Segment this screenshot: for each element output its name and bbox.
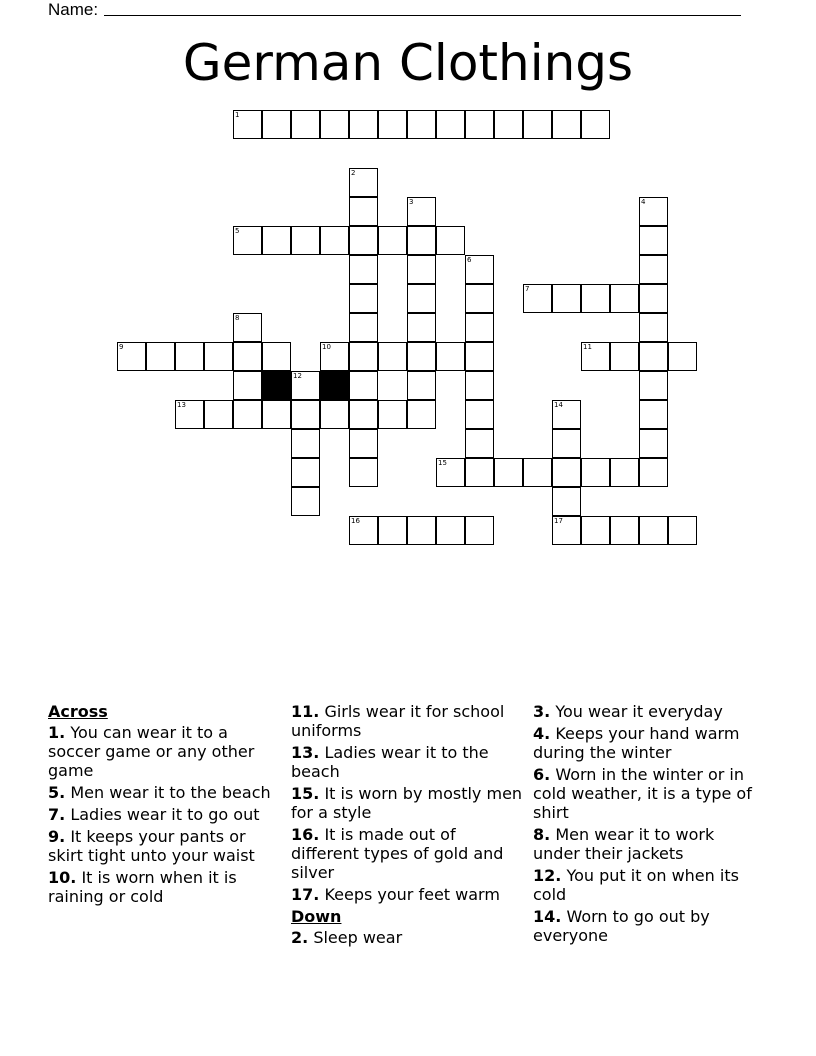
- name-label: Name:: [48, 0, 99, 19]
- answer-cell[interactable]: [233, 342, 262, 371]
- answer-cell[interactable]: [349, 516, 378, 545]
- answer-cell[interactable]: [552, 400, 581, 429]
- clue-number-label: 3.: [533, 702, 551, 721]
- across-clue: [48, 868, 280, 906]
- answer-cell[interactable]: [291, 400, 320, 429]
- answer-cell[interactable]: [465, 284, 494, 313]
- answer-cell[interactable]: [465, 110, 494, 139]
- clue-number-label: 11.: [291, 702, 320, 721]
- answer-cell[interactable]: [204, 400, 233, 429]
- answer-cell[interactable]: [407, 284, 436, 313]
- clues-column-1: [48, 702, 280, 909]
- answer-cell[interactable]: [146, 342, 175, 371]
- answer-cell[interactable]: [175, 342, 204, 371]
- clue-text: Ladies wear it to the beach: [291, 743, 489, 781]
- answer-cell[interactable]: [407, 400, 436, 429]
- down-clue: [533, 907, 765, 945]
- answer-cell[interactable]: [378, 516, 407, 545]
- answer-cell[interactable]: [639, 371, 668, 400]
- answer-cell[interactable]: [407, 255, 436, 284]
- answer-cell[interactable]: [581, 284, 610, 313]
- answer-cell[interactable]: [262, 226, 291, 255]
- across-clue: [291, 702, 523, 740]
- answer-cell[interactable]: [436, 226, 465, 255]
- clue-text: It is made out of different types of gold and silver: [291, 825, 504, 882]
- answer-cell[interactable]: [349, 400, 378, 429]
- answer-cell[interactable]: [465, 516, 494, 545]
- clue-text: Men wear it to the beach: [70, 783, 271, 802]
- clue-number: 16: [351, 517, 360, 525]
- clue-text: Ladies wear it to go out: [70, 805, 260, 824]
- across-clue: [48, 805, 280, 824]
- clue-number: 17: [554, 517, 563, 525]
- clue-number: 3: [409, 198, 414, 206]
- answer-cell[interactable]: [349, 255, 378, 284]
- answer-cell[interactable]: [291, 458, 320, 487]
- answer-cell[interactable]: [349, 313, 378, 342]
- answer-cell[interactable]: [349, 458, 378, 487]
- answer-cell[interactable]: [610, 458, 639, 487]
- answer-cell[interactable]: [291, 371, 320, 400]
- answer-cell[interactable]: [523, 110, 552, 139]
- clue-text: Sleep wear: [313, 928, 403, 947]
- clue-number: 2: [351, 169, 356, 177]
- answer-cell[interactable]: [291, 226, 320, 255]
- answer-cell[interactable]: [349, 110, 378, 139]
- answer-cell[interactable]: [552, 110, 581, 139]
- clue-text: It is worn when it is raining or cold: [48, 868, 237, 906]
- clue-number-label: 17.: [291, 885, 320, 904]
- answer-cell[interactable]: [262, 110, 291, 139]
- answer-cell[interactable]: [639, 400, 668, 429]
- answer-cell[interactable]: [465, 342, 494, 371]
- down-heading: Down: [291, 907, 342, 926]
- across-clue: [291, 885, 523, 904]
- answer-cell[interactable]: [639, 516, 668, 545]
- clue-number: 14: [554, 401, 563, 409]
- answer-cell[interactable]: [320, 342, 349, 371]
- answer-cell[interactable]: [639, 313, 668, 342]
- across-heading: Across: [48, 702, 108, 721]
- answer-cell[interactable]: [581, 458, 610, 487]
- clue-number-label: 7.: [48, 805, 66, 824]
- answer-cell[interactable]: [465, 429, 494, 458]
- answer-cell[interactable]: [465, 400, 494, 429]
- answer-cell[interactable]: [233, 226, 262, 255]
- clues-column-2: [291, 702, 523, 950]
- clue-text: You put it on when its cold: [533, 866, 739, 904]
- answer-cell[interactable]: [291, 429, 320, 458]
- answer-cell[interactable]: [552, 429, 581, 458]
- answer-cell[interactable]: [320, 110, 349, 139]
- clue-number: 4: [641, 198, 646, 206]
- black-square: [320, 371, 349, 400]
- answer-cell[interactable]: [262, 400, 291, 429]
- answer-cell[interactable]: [349, 371, 378, 400]
- answer-cell[interactable]: [465, 458, 494, 487]
- down-clue: [533, 765, 765, 822]
- answer-cell[interactable]: [552, 487, 581, 516]
- down-clue: [291, 928, 523, 947]
- answer-cell[interactable]: [581, 516, 610, 545]
- answer-cell[interactable]: [610, 516, 639, 545]
- clue-number-label: 10.: [48, 868, 77, 887]
- answer-cell[interactable]: [436, 516, 465, 545]
- answer-cell[interactable]: [639, 429, 668, 458]
- clue-number-label: 16.: [291, 825, 320, 844]
- answer-cell[interactable]: [407, 516, 436, 545]
- answer-cell[interactable]: [407, 226, 436, 255]
- answer-cell[interactable]: [407, 197, 436, 226]
- clue-text: Worn in the winter or in cold weather, it is a type of shirt: [533, 765, 752, 822]
- clue-number: 8: [235, 314, 240, 322]
- clue-number: 11: [583, 343, 592, 351]
- answer-cell[interactable]: [610, 342, 639, 371]
- across-clue: [48, 723, 280, 780]
- answer-cell[interactable]: [117, 342, 146, 371]
- answer-cell[interactable]: [552, 516, 581, 545]
- answer-cell[interactable]: [639, 255, 668, 284]
- answer-cell[interactable]: [668, 516, 697, 545]
- answer-cell[interactable]: [378, 226, 407, 255]
- clues-column-3: [533, 702, 765, 948]
- answer-cell[interactable]: [610, 284, 639, 313]
- answer-cell[interactable]: [523, 458, 552, 487]
- answer-cell[interactable]: [465, 313, 494, 342]
- clue-text: Men wear it to work under their jackets: [533, 825, 715, 863]
- answer-cell[interactable]: [639, 458, 668, 487]
- clue-number-label: 8.: [533, 825, 551, 844]
- clue-number: 1: [235, 111, 240, 119]
- answer-cell[interactable]: [349, 226, 378, 255]
- answer-cell[interactable]: [349, 429, 378, 458]
- answer-cell[interactable]: [378, 400, 407, 429]
- clue-number-label: 15.: [291, 784, 320, 803]
- clue-text: Keeps your hand warm during the winter: [533, 724, 740, 762]
- across-clue: [48, 783, 280, 802]
- answer-cell[interactable]: [494, 458, 523, 487]
- answer-cell[interactable]: [320, 226, 349, 255]
- answer-cell[interactable]: [204, 342, 233, 371]
- clue-number-label: 4.: [533, 724, 551, 743]
- clue-text: You wear it everyday: [555, 702, 723, 721]
- down-clue: [533, 702, 765, 721]
- down-clue: [533, 825, 765, 863]
- answer-cell[interactable]: [552, 284, 581, 313]
- answer-cell[interactable]: [175, 400, 204, 429]
- across-clue: [48, 827, 280, 865]
- answer-cell[interactable]: [291, 110, 320, 139]
- answer-cell[interactable]: [494, 110, 523, 139]
- answer-cell[interactable]: [407, 313, 436, 342]
- answer-cell[interactable]: [349, 197, 378, 226]
- clue-number: 9: [119, 343, 124, 351]
- answer-cell[interactable]: [639, 342, 668, 371]
- answer-cell[interactable]: [465, 255, 494, 284]
- clue-number: 10: [322, 343, 331, 351]
- clue-number: 15: [438, 459, 447, 467]
- clue-number-label: 13.: [291, 743, 320, 762]
- clue-text: It is worn by mostly men for a style: [291, 784, 523, 822]
- clue-number: 12: [293, 372, 302, 380]
- answer-cell[interactable]: [233, 400, 262, 429]
- answer-cell[interactable]: [291, 487, 320, 516]
- clue-number-label: 14.: [533, 907, 562, 926]
- page-title: German Clothings: [182, 34, 634, 92]
- clue-number: 6: [467, 256, 472, 264]
- clue-number-label: 2.: [291, 928, 309, 947]
- clue-number-label: 9.: [48, 827, 66, 846]
- across-clue: [291, 784, 523, 822]
- clue-text: Keeps your feet warm: [324, 885, 500, 904]
- clue-number: 5: [235, 227, 240, 235]
- clue-number-label: 5.: [48, 783, 66, 802]
- answer-cell[interactable]: [378, 342, 407, 371]
- clue-number: 13: [177, 401, 186, 409]
- answer-cell[interactable]: [349, 342, 378, 371]
- answer-cell[interactable]: [639, 197, 668, 226]
- answer-cell[interactable]: [581, 342, 610, 371]
- answer-cell[interactable]: [436, 110, 465, 139]
- clue-number-label: 1.: [48, 723, 66, 742]
- answer-cell[interactable]: [349, 284, 378, 313]
- answer-cell[interactable]: [233, 371, 262, 400]
- answer-cell[interactable]: [436, 458, 465, 487]
- answer-cell[interactable]: [407, 110, 436, 139]
- answer-cell[interactable]: [465, 371, 494, 400]
- black-square: [262, 371, 291, 400]
- answer-cell[interactable]: [668, 342, 697, 371]
- clue-text: Girls wear it for school uniforms: [291, 702, 505, 740]
- answer-cell[interactable]: [523, 284, 552, 313]
- clue-text: You can wear it to a soccer game or any other game: [48, 723, 255, 780]
- answer-cell[interactable]: [378, 110, 407, 139]
- clue-text: It keeps your pants or skirt tight unto your waist: [48, 827, 255, 865]
- answer-cell[interactable]: [639, 226, 668, 255]
- clue-number: 7: [525, 285, 530, 293]
- clue-text: Worn to go out by everyone: [533, 907, 710, 945]
- clue-number-label: 12.: [533, 866, 562, 885]
- answer-cell[interactable]: [233, 313, 262, 342]
- answer-cell[interactable]: [436, 342, 465, 371]
- down-clue: [533, 724, 765, 762]
- answer-cell[interactable]: [233, 110, 262, 139]
- clue-number-label: 6.: [533, 765, 551, 784]
- answer-cell[interactable]: [407, 342, 436, 371]
- across-clue: [291, 825, 523, 882]
- answer-cell[interactable]: [349, 168, 378, 197]
- answer-cell[interactable]: [552, 458, 581, 487]
- answer-cell[interactable]: [262, 342, 291, 371]
- down-clue: [533, 866, 765, 904]
- answer-cell[interactable]: [320, 400, 349, 429]
- answer-cell[interactable]: [639, 284, 668, 313]
- answer-cell[interactable]: [407, 371, 436, 400]
- answer-cell[interactable]: [581, 110, 610, 139]
- across-clue: [291, 743, 523, 781]
